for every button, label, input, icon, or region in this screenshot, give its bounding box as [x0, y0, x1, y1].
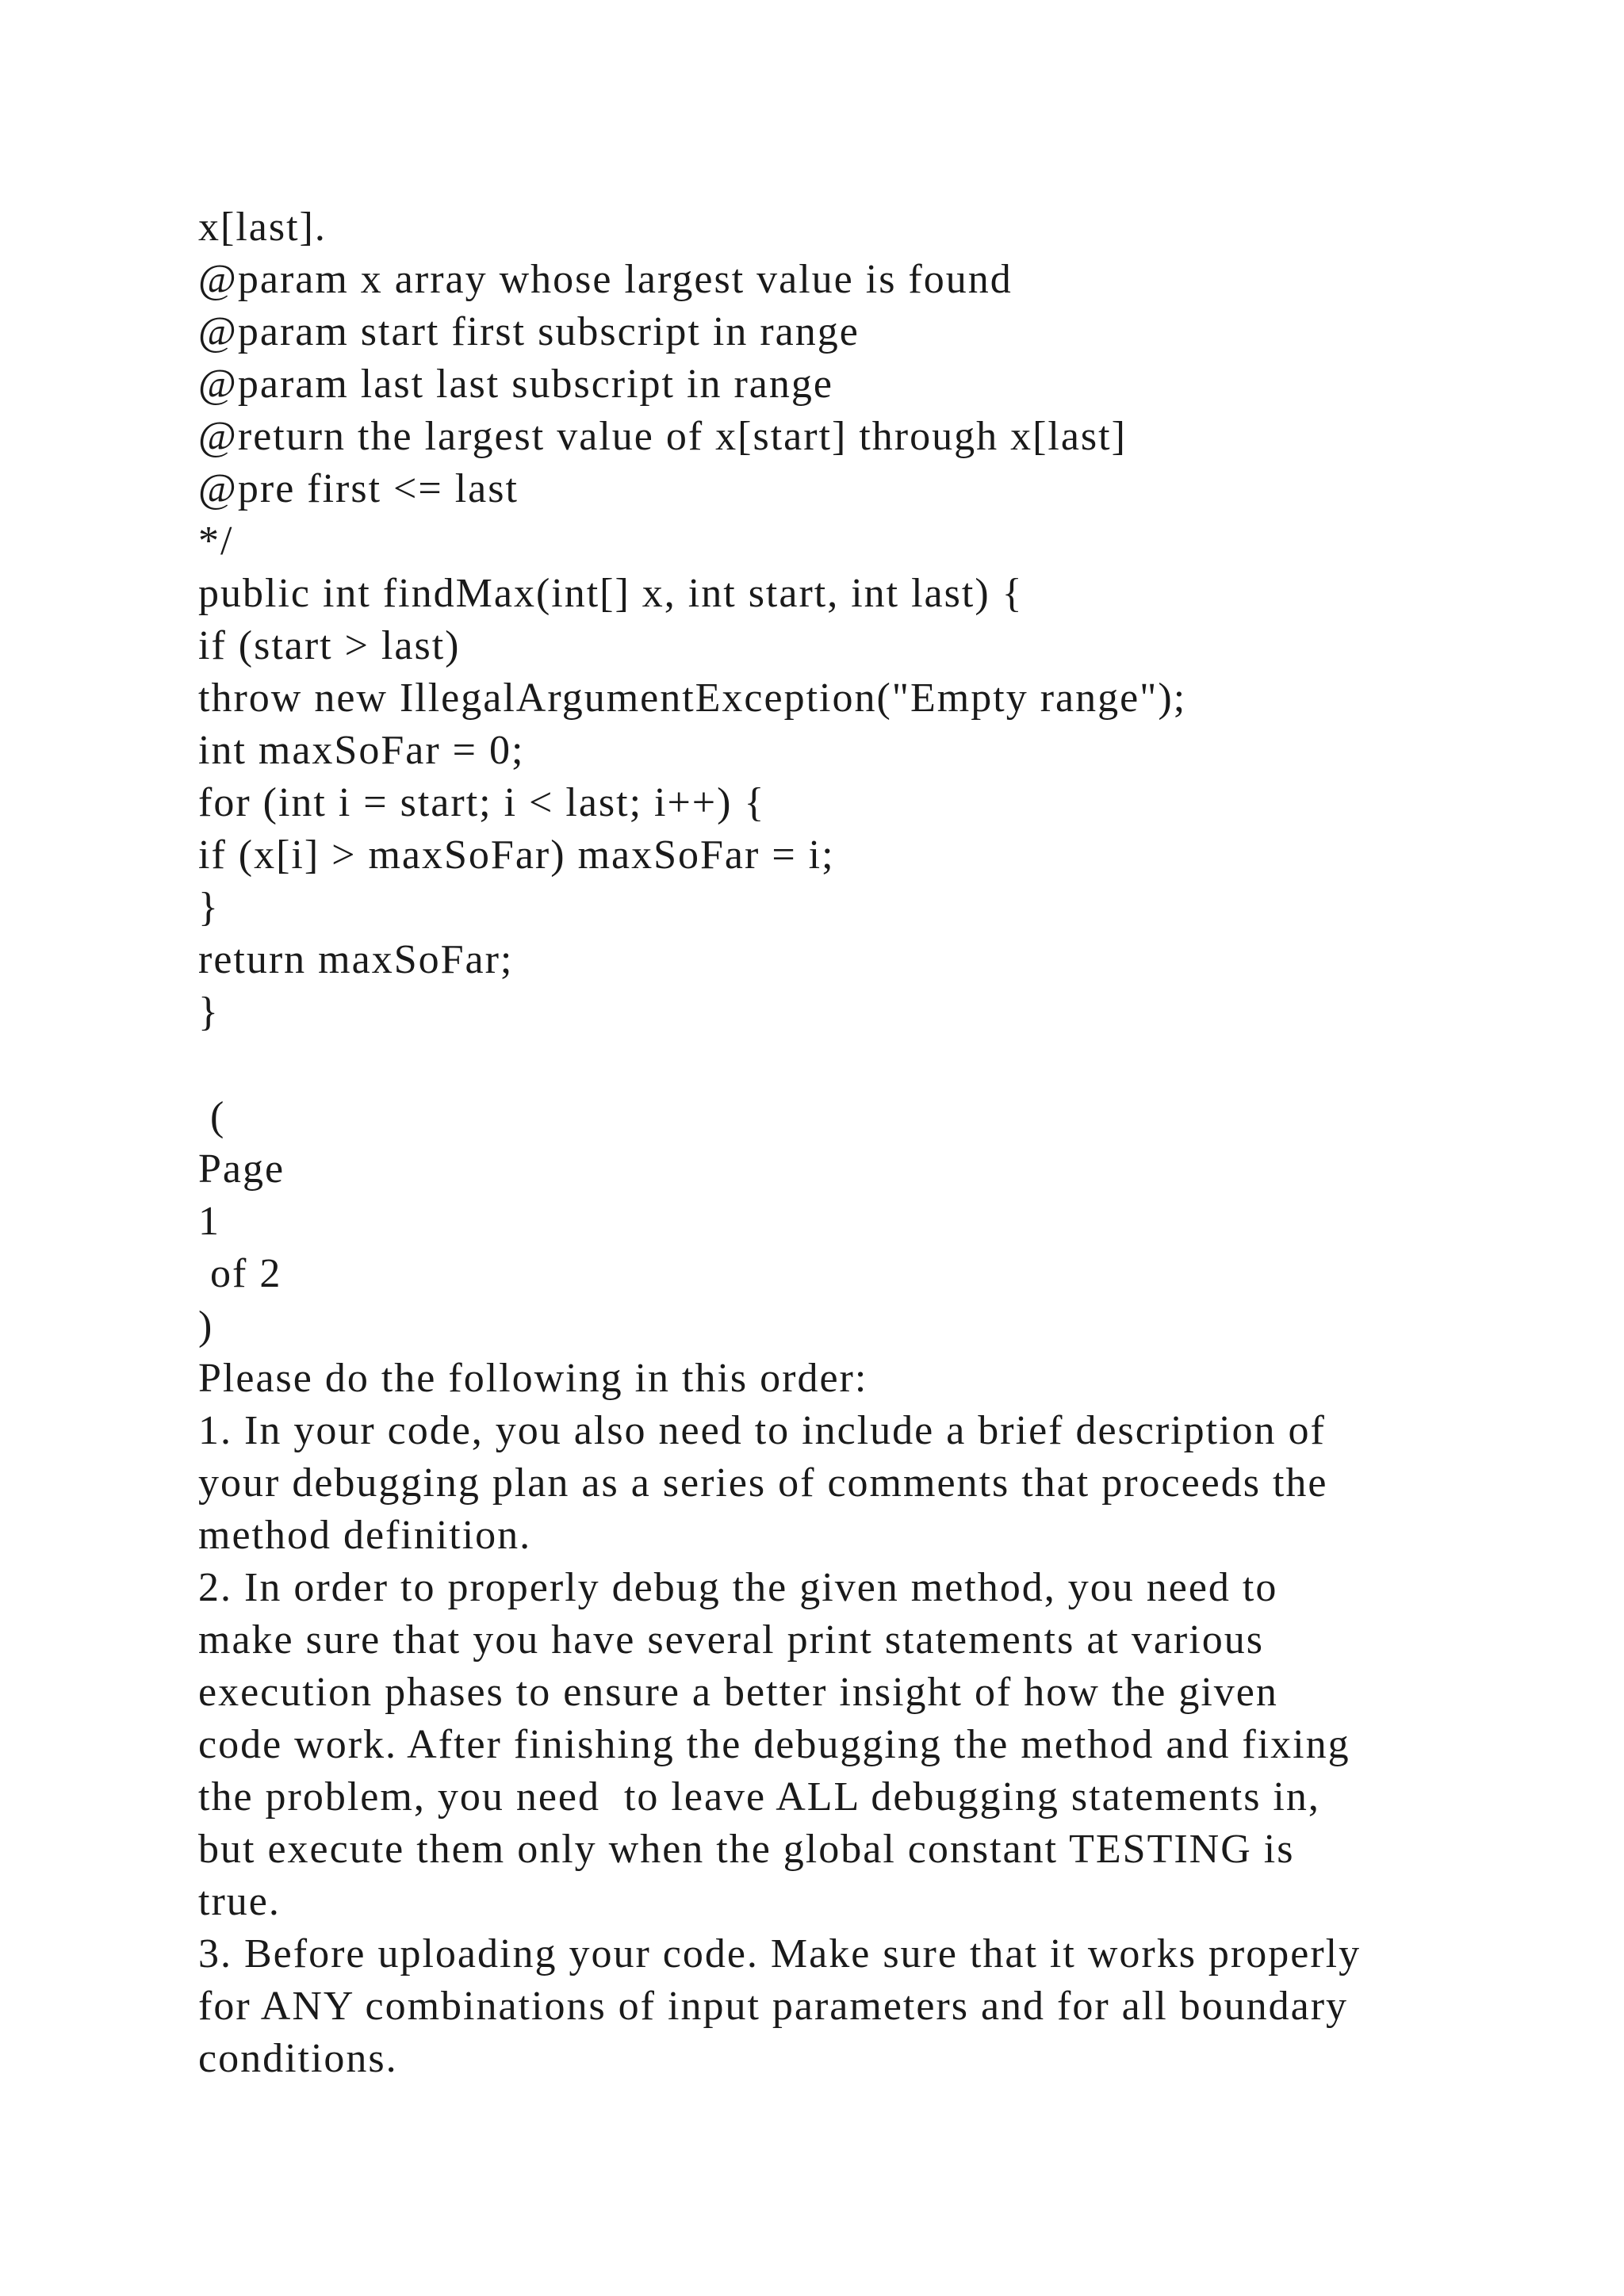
page-marker-line: 1: [198, 1199, 220, 1244]
instruction-line: for ANY combinations of input parameters and for all boundary: [198, 1984, 1349, 2029]
page-marker-line: ): [198, 1303, 214, 1349]
page-marker-line: Page: [198, 1146, 285, 1192]
instruction-line: method definition.: [198, 1513, 532, 1558]
code-line: int maxSoFar = 0;: [198, 728, 525, 773]
code-line: @param start first subscript in range: [198, 309, 860, 354]
code-line: if (start > last): [198, 623, 461, 668]
code-line: return maxSoFar;: [198, 937, 514, 982]
instruction-line: conditions.: [198, 2036, 398, 2081]
code-line: if (x[i] > maxSoFar) maxSoFar = i;: [198, 832, 835, 878]
code-line: @return the largest value of x[start] through x[last]: [198, 414, 1127, 459]
blank-line: [198, 1039, 1435, 1091]
instruction-line: your debugging plan as a series of comments that proceeds the: [198, 1460, 1328, 1506]
instruction-line: 2. In order to properly debug the given method, you need to: [198, 1565, 1278, 1610]
instruction-line: true.: [198, 1879, 281, 1924]
instruction-line: 3. Before uploading your code. Make sure that it works properly: [198, 1931, 1362, 1976]
code-block: [198, 201, 1435, 1039]
code-line: @param last last subscript in range: [198, 362, 833, 407]
code-line: @param x array whose largest value is found: [198, 257, 1013, 302]
page-marker-line: of 2: [198, 1251, 282, 1296]
instruction-line: Please do the following in this order:: [198, 1356, 868, 1401]
instruction-line: but execute them only when the global constant TESTING is: [198, 1827, 1295, 1872]
instruction-line: execution phases to ensure a better insight of how the given: [198, 1670, 1278, 1715]
code-line: x[last].: [198, 205, 327, 250]
instruction-line: 1. In your code, you also need to include a brief description of: [198, 1408, 1326, 1453]
code-line: for (int i = start; i < last; i++) {: [198, 780, 766, 825]
instruction-line: make sure that you have several print statements at various: [198, 1617, 1264, 1663]
instruction-line: code work. After finishing the debugging the method and fixing: [198, 1722, 1350, 1767]
code-line: @pre first <= last: [198, 466, 519, 511]
code-line: }: [198, 885, 220, 930]
code-line: throw new IllegalArgumentException("Empty range");: [198, 675, 1187, 721]
code-line: public int findMax(int[] x, int start, int last) {: [198, 571, 1024, 616]
page-marker-line: (: [198, 1094, 226, 1139]
code-line: }: [198, 989, 220, 1035]
document-body: [198, 201, 1435, 2085]
page-number-marker: [198, 1091, 1435, 1353]
instructions-block: [198, 1353, 1435, 2085]
code-line: */: [198, 519, 234, 564]
instruction-line: the problem, you need to leave ALL debugging statements in,: [198, 1774, 1320, 1820]
